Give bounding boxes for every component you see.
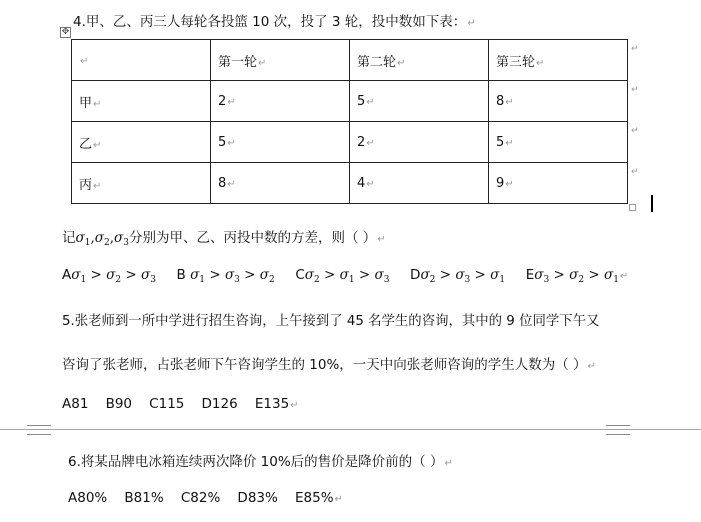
table-resize-handle[interactable] — [629, 204, 636, 211]
q5-line2: 咨询了张老师，占张老师下午咨询学生的 10%，一天中向张老师咨询的学生人数为（ ）↵ — [62, 357, 596, 373]
score-table — [71, 39, 628, 204]
row-end-mark: ↵ — [631, 167, 639, 177]
table-cell[interactable]: 2↵ — [350, 122, 489, 163]
option-c: $C\sigma_2 > \sigma_1 > \sigma_3$ — [295, 267, 390, 285]
q4-options: $A\sigma_1 > \sigma_2 > \sigma_3$ B $\sigma_1 > \sigma_3 > \sigma_2$ $C\sigma_2 > \sigma_1 > \sigma_3$ $D\sigma_2 > \sigma_3 > \sigma_1$ $E\sigma_3 > \sigma_2$ > $\sigma_1↵$ — [62, 267, 629, 285]
row-end-mark: ↵ — [631, 126, 639, 136]
table-cell[interactable]: 9↵ — [489, 163, 628, 204]
q5-options: A81 B90 C115 D126 E135↵ — [62, 396, 299, 412]
table-row-header — [72, 40, 628, 81]
table-cell[interactable]: 甲↵ — [72, 81, 211, 122]
option-a: $A\sigma_1 > \sigma_2 > \sigma_3$ — [62, 267, 156, 285]
table-cell[interactable]: 第二轮↵ — [350, 40, 489, 81]
table-cell[interactable]: 丙↵ — [72, 163, 211, 204]
q4-intro: 4.甲、乙、丙三人每轮各投篮 10 次，投了 3 轮，投中数如下表：↵ — [73, 14, 476, 30]
table-row — [72, 122, 628, 163]
table-cell[interactable]: 8↵ — [489, 81, 628, 122]
margin-corner-mark — [27, 425, 51, 435]
table-cell[interactable]: 8↵ — [211, 163, 350, 204]
q5-line1: 5.张老师到一所中学进行招生咨询，上午接到了 45 名学生的咨询，其中的 9 位同学下午又 — [62, 314, 600, 329]
table-cell[interactable]: 乙↵ — [72, 122, 211, 163]
table-cell[interactable]: 5↵ — [489, 122, 628, 163]
table-cell[interactable]: ↵ — [72, 40, 211, 81]
table-cell[interactable]: 第一轮↵ — [211, 40, 350, 81]
table-cell[interactable]: 5↵ — [211, 122, 350, 163]
option-b: B $\sigma_1 > \sigma_3 > \sigma_2$ — [176, 267, 275, 285]
table-cell[interactable]: 2↵ — [211, 81, 350, 122]
option-e: $E\sigma_3 > \sigma_2 > \sigma_1$ — [525, 267, 619, 285]
table-cell[interactable]: 第三轮↵ — [489, 40, 628, 81]
q6-options: A80% B81% C82% D83% E85%↵ — [68, 490, 343, 506]
paragraph-mark-icon: ↵ — [467, 18, 476, 29]
table-cell[interactable]: 5↵ — [350, 81, 489, 122]
table-cell[interactable]: 4↵ — [350, 163, 489, 204]
text-cursor — [651, 195, 653, 212]
row-end-mark: ↵ — [631, 44, 639, 54]
margin-corner-mark — [606, 425, 630, 435]
q6-stem: 6.将某品牌电冰箱连续两次降价 10%后的售价是降价前的（ ）↵ — [68, 454, 453, 470]
row-end-mark: ↵ — [631, 85, 639, 95]
option-d: $D\sigma_2 > \sigma_3 > \sigma_1$ — [410, 267, 506, 285]
q4-stem: 记$\sigma_1,\sigma_2,\sigma_3$分别为甲、乙、丙投中数的方差，则（ ）↵ — [62, 230, 386, 248]
table-row — [72, 81, 628, 122]
table-move-handle-icon[interactable]: ✥ — [61, 27, 70, 37]
table-row — [72, 163, 628, 204]
page-break-line — [0, 429, 701, 430]
